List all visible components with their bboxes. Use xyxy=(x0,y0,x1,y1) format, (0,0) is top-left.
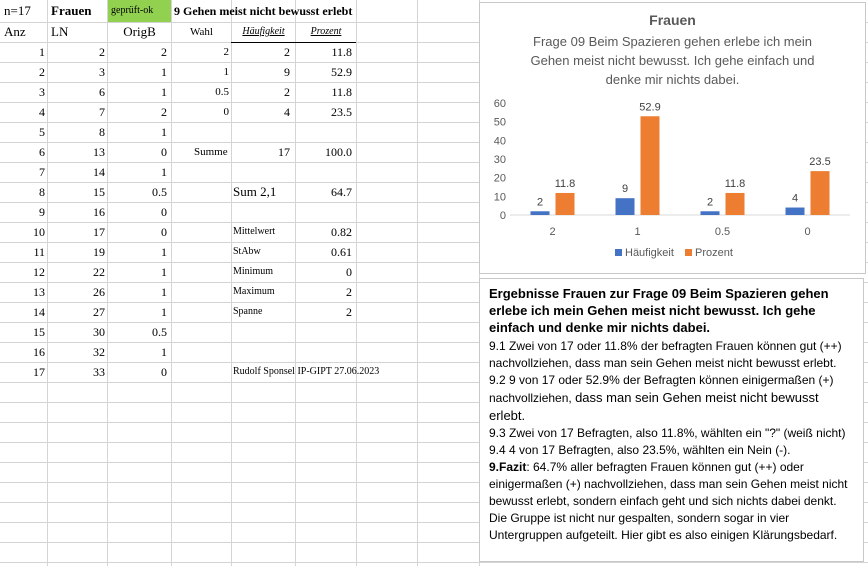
result-9-4: 9.4 4 von 17 Befragten, also 23.5%, wählten ein Nein (-). xyxy=(489,443,791,457)
prozent-cell[interactable]: 52.9 xyxy=(331,65,352,79)
origb-cell[interactable]: 1 xyxy=(161,285,167,299)
summe-prozent[interactable]: 100.0 xyxy=(325,145,352,159)
result-9-2 xyxy=(489,372,855,425)
chart-panel[interactable] xyxy=(479,2,866,274)
ln-cell[interactable]: 17 xyxy=(93,225,105,239)
ln-cell[interactable]: 3 xyxy=(99,65,105,79)
data-label: 11.8 xyxy=(554,177,576,190)
anz-cell[interactable]: 16 xyxy=(33,345,45,359)
origb-cell[interactable]: 1 xyxy=(161,345,167,359)
anz-cell[interactable]: 4 xyxy=(39,105,45,119)
result-9-1: 9.1 Zwei von 17 oder 11.8% der befragten Frauen können gut (++) nachvollziehen, dass man sein Gehen meist nicht bewusst erlebt. xyxy=(489,339,842,370)
anz-cell[interactable]: 5 xyxy=(39,125,45,139)
haeufigkeit-cell[interactable]: 4 xyxy=(284,105,290,119)
data-label: 9 xyxy=(621,183,629,196)
wahl-cell[interactable]: 0.5 xyxy=(215,86,229,98)
result-fazit xyxy=(489,459,855,544)
origb-cell[interactable]: 2 xyxy=(161,45,167,59)
ln-cell[interactable]: 26 xyxy=(93,285,105,299)
bar-prozent xyxy=(556,193,575,215)
bar-prozent xyxy=(811,171,830,215)
prozent-cell[interactable]: 23.5 xyxy=(331,105,352,119)
stat-label[interactable]: StAbw xyxy=(233,246,261,257)
stat-value[interactable]: 2 xyxy=(346,285,352,299)
anz-cell[interactable]: 14 xyxy=(33,305,45,319)
ln-cell[interactable]: 22 xyxy=(93,265,105,279)
header-status[interactable]: geprüft-ok xyxy=(111,5,154,16)
origb-cell[interactable]: 1 xyxy=(161,245,167,259)
ln-cell[interactable]: 16 xyxy=(93,205,105,219)
data-label: 2 xyxy=(706,196,714,209)
anz-cell[interactable]: 9 xyxy=(39,205,45,219)
bar-haeufigkeit xyxy=(616,198,635,215)
header-question[interactable]: 9 Gehen meist nicht bewusst erlebt xyxy=(174,4,353,18)
ln-cell[interactable]: 33 xyxy=(93,365,105,379)
anz-cell[interactable]: 13 xyxy=(33,285,45,299)
sum21-value[interactable]: 64.7 xyxy=(331,185,352,199)
col-header-origb[interactable]: OrigB xyxy=(123,24,156,39)
wahl-cell[interactable]: 0 xyxy=(223,106,229,118)
summe-haeufigkeit[interactable]: 17 xyxy=(278,145,290,159)
y-tick-label: 20 xyxy=(493,172,506,185)
col-header-haeufigkeit[interactable]: Häufigkeit xyxy=(242,26,285,37)
col-header-wahl[interactable]: Wahl xyxy=(190,26,213,38)
haeufigkeit-cell[interactable]: 2 xyxy=(284,85,290,99)
results-heading: Ergebnisse Frauen zur Frage 09 Beim Spazieren gehen erlebe ich mein Gehen meist nicht bewusst. Ich gehe einfach und denke mir nichts dabei. xyxy=(489,286,829,335)
anz-cell[interactable]: 1 xyxy=(39,45,45,59)
fazit-label: 9.Fazit xyxy=(489,460,527,474)
prozent-cell[interactable]: 11.8 xyxy=(331,85,352,99)
ln-cell[interactable]: 7 xyxy=(99,105,105,119)
legend-entry: Prozent xyxy=(695,247,733,259)
haeufigkeit-cell[interactable]: 2 xyxy=(284,45,290,59)
col-header-prozent[interactable]: Prozent xyxy=(310,26,342,37)
data-label: 2 xyxy=(536,196,544,209)
origb-cell[interactable]: 0 xyxy=(161,205,167,219)
origb-cell[interactable]: 1 xyxy=(161,65,167,79)
fazit-text: : 64.7% aller befragten Frauen können gut (++) oder einigermaßen (+) nachvollziehen, dass man sein Gehen meist nicht bewusst erlebt, sondern einfach geht und sich nichts dabei denkt. Die Gruppe ist nicht nur gespalten, sondern sogar in vier Untergruppen aufgeteilt. Hier gibt es also einigen Klärungsbedarf. xyxy=(489,460,848,542)
origb-cell[interactable]: 1 xyxy=(161,265,167,279)
ln-cell[interactable]: 2 xyxy=(99,45,105,59)
bar-haeufigkeit xyxy=(786,208,805,215)
bar-chart xyxy=(480,3,865,273)
col-header-ln[interactable]: LN xyxy=(51,24,69,39)
wahl-cell[interactable]: 2 xyxy=(223,46,229,58)
origb-cell[interactable]: 2 xyxy=(161,105,167,119)
ln-cell[interactable]: 14 xyxy=(93,165,105,179)
bar-haeufigkeit xyxy=(531,211,550,215)
anz-cell[interactable]: 7 xyxy=(39,165,45,179)
data-label: 4 xyxy=(791,192,799,205)
grid-row-line xyxy=(0,562,868,563)
ln-cell[interactable]: 8 xyxy=(99,125,105,139)
anz-cell[interactable]: 17 xyxy=(33,365,45,379)
origb-cell[interactable]: 1 xyxy=(161,85,167,99)
stat-value[interactable]: 0.82 xyxy=(331,225,352,239)
stat-label[interactable]: Maximum xyxy=(233,286,275,297)
footer-author[interactable]: Rudolf Sponsel IP-GIPT 27.06.2023 xyxy=(233,366,380,377)
ln-cell[interactable]: 19 xyxy=(93,245,105,259)
anz-cell[interactable]: 11 xyxy=(33,245,45,259)
stat-label[interactable]: Mittelwert xyxy=(233,226,276,237)
legend-swatch xyxy=(615,249,622,256)
sum21-label[interactable]: Sum 2,1 xyxy=(233,184,277,199)
y-tick-label: 30 xyxy=(493,154,506,166)
ln-cell[interactable]: 32 xyxy=(93,345,105,359)
origb-cell[interactable]: 0 xyxy=(161,145,167,159)
origb-cell[interactable]: 0.5 xyxy=(152,325,167,339)
y-tick-label: 10 xyxy=(493,191,506,204)
anz-cell[interactable]: 12 xyxy=(33,265,45,279)
y-tick-label: 40 xyxy=(493,135,506,148)
stat-value[interactable]: 2 xyxy=(346,305,352,319)
y-tick-label: 50 xyxy=(493,116,506,129)
data-label: 52.9 xyxy=(639,101,661,114)
bar-haeufigkeit xyxy=(701,211,720,215)
origb-cell[interactable]: 0 xyxy=(161,365,167,379)
origb-cell[interactable]: 1 xyxy=(161,165,167,179)
x-tick-label: 0.5 xyxy=(714,226,731,238)
col-header-anz[interactable]: Anz xyxy=(4,24,26,39)
ln-cell[interactable]: 15 xyxy=(93,185,105,199)
bar-prozent xyxy=(641,116,660,215)
x-tick-label: 2 xyxy=(549,226,556,238)
ln-cell[interactable]: 27 xyxy=(93,305,105,319)
anz-cell[interactable]: 3 xyxy=(39,85,45,99)
legend-swatch xyxy=(685,249,692,256)
ln-cell[interactable]: 30 xyxy=(93,325,105,339)
anz-cell[interactable]: 15 xyxy=(33,325,45,339)
anz-cell[interactable]: 8 xyxy=(39,185,45,199)
anz-cell[interactable]: 10 xyxy=(33,225,45,239)
wahl-cell[interactable]: 1 xyxy=(223,66,229,78)
ln-cell[interactable]: 6 xyxy=(99,85,105,99)
y-tick-label: 60 xyxy=(493,98,506,110)
data-label: 23.5 xyxy=(809,156,831,169)
prozent-cell[interactable]: 11.8 xyxy=(331,45,352,59)
origb-cell[interactable]: 1 xyxy=(161,125,167,139)
anz-cell[interactable]: 6 xyxy=(39,145,45,159)
x-tick-label: 0 xyxy=(804,226,811,238)
results-panel[interactable] xyxy=(479,278,864,562)
chart-subtitle: Frage 09 Beim Spazieren gehen erlebe ich mein Gehen meist nicht bewusst. Ich gehe einfach und denke mir nichts dabei. xyxy=(530,34,815,87)
header-group[interactable]: Frauen xyxy=(51,3,92,18)
origb-cell[interactable]: 1 xyxy=(161,305,167,319)
result-9-2-part2: dass man sein Gehen meist nicht bewusst erlebt. xyxy=(489,390,819,423)
x-tick-label: 1 xyxy=(634,226,641,238)
stat-label[interactable]: Minimum xyxy=(233,266,274,277)
chart-title: Frauen xyxy=(649,12,696,28)
origb-cell[interactable]: 0.5 xyxy=(152,185,167,199)
haeufigkeit-cell[interactable]: 9 xyxy=(284,65,290,79)
bar-prozent xyxy=(726,193,745,215)
stat-label[interactable]: Spanne xyxy=(233,306,263,317)
result-9-3: 9.3 Zwei von 17 Befragten, also 11.8%, wählten ein "?" (weiß nicht) xyxy=(489,426,846,440)
header-n[interactable]: n=17 xyxy=(4,3,31,18)
result-9-2-part1: 9.2 9 von 17 oder 52.9% der Befragten können einigermaßen (+) nachvollziehen, xyxy=(489,373,834,405)
anz-cell[interactable]: 2 xyxy=(39,65,45,79)
summe-label[interactable]: Summe xyxy=(194,146,228,158)
stat-value[interactable]: 0.61 xyxy=(331,245,352,259)
data-label: 11.8 xyxy=(724,177,746,190)
legend-entry: Häufigkeit xyxy=(625,247,674,259)
ln-cell[interactable]: 13 xyxy=(93,145,105,159)
origb-cell[interactable]: 0 xyxy=(161,225,167,239)
y-tick-label: 0 xyxy=(499,210,506,222)
stat-value[interactable]: 0 xyxy=(346,265,352,279)
